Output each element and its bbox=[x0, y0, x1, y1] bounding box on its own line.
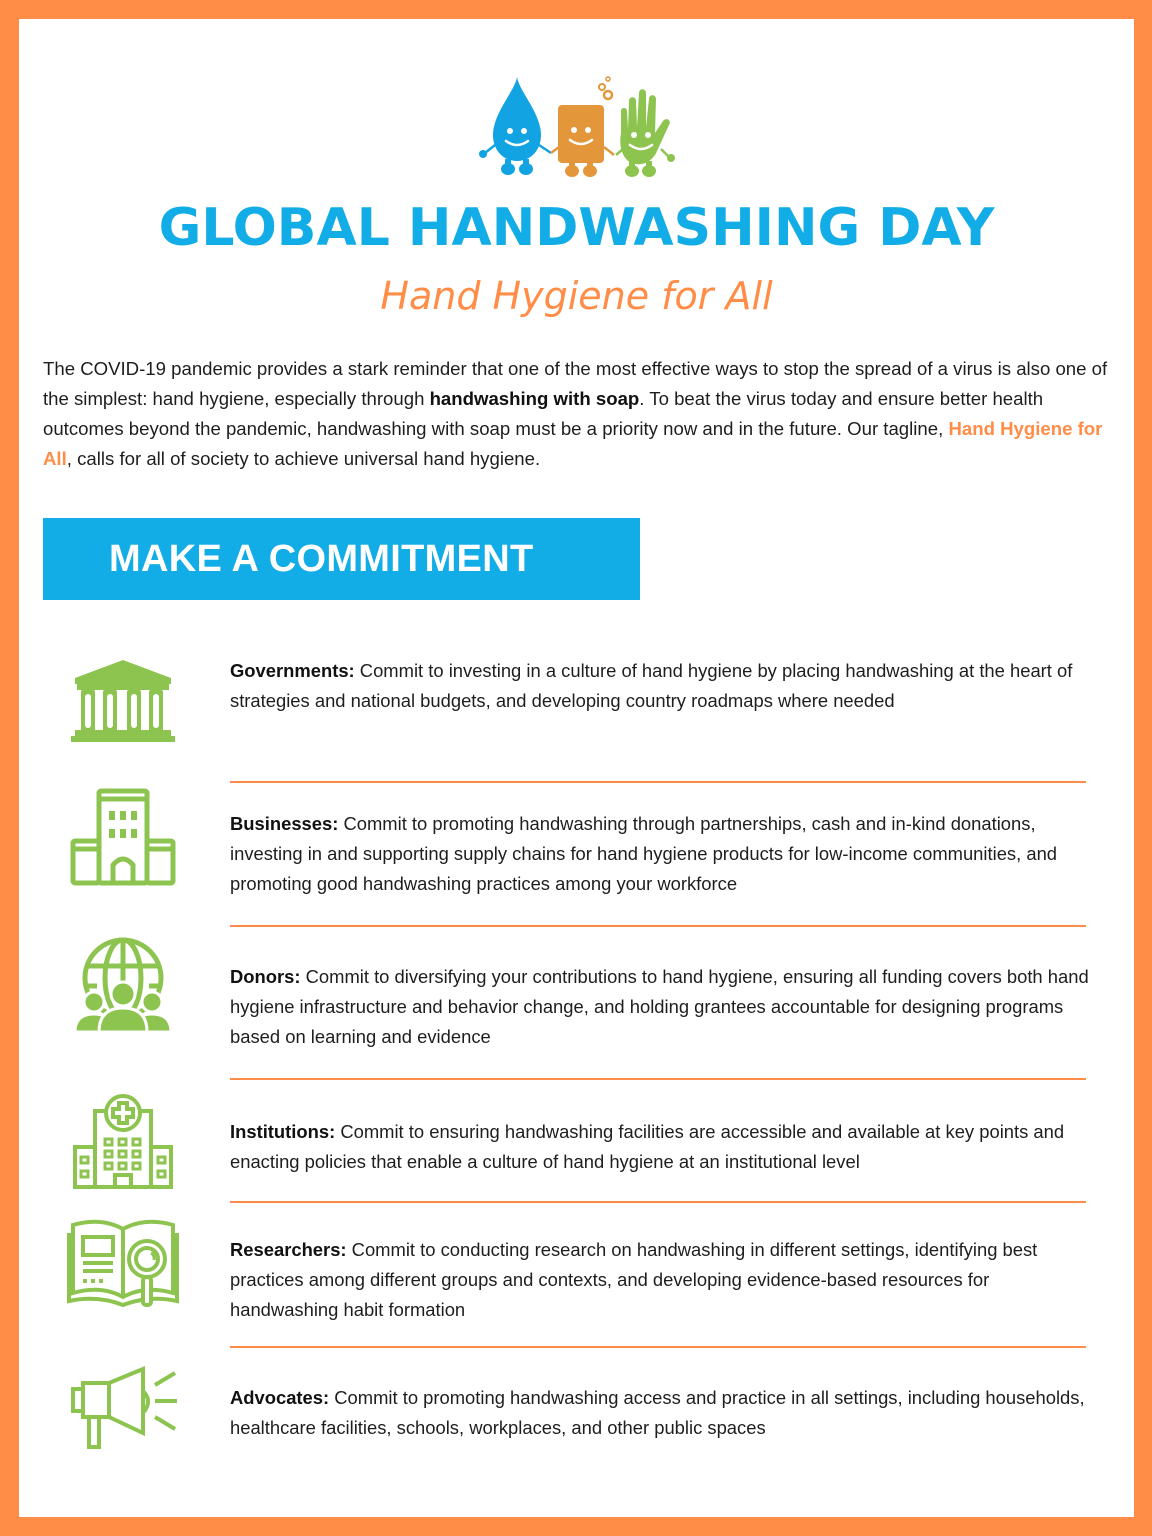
commitment-label: Businesses: bbox=[230, 813, 339, 834]
page-title: GLOBAL HANDWASHING DAY bbox=[158, 198, 995, 258]
soap-bar-mascot-icon bbox=[551, 77, 614, 177]
page-subtitle: Hand Hygiene for All bbox=[380, 274, 773, 318]
commitment-description: Commit to conducting research on handwashing in different settings, identifying best practices among different groups and contexts, and developing evidence-based resources for handwashing habit formation bbox=[230, 1239, 1038, 1320]
section-heading: MAKE A COMMITMENT bbox=[109, 538, 534, 580]
commitment-description: Commit to ensuring handwashing facilities are accessible and available at key points and enacting policies that enable a culture of hand hygiene at an institutional level bbox=[230, 1121, 1065, 1172]
commitment-text bbox=[230, 1235, 1100, 1325]
hospital-icon bbox=[67, 1091, 179, 1191]
intro-text: . To beat the virus today and ensure better health outcomes beyond the pandemic, handwashing with soap must be a priority now and in the future. Our tagline, bbox=[43, 388, 1044, 439]
hand-mascot-icon bbox=[616, 89, 675, 177]
commitment-description: Commit to investing in a culture of hand hygiene by placing handwashing at the heart of strategies and national budgets, and developing country roadmaps where needed bbox=[230, 660, 1073, 711]
commitment-label: Researchers: bbox=[230, 1239, 347, 1260]
commitment-text bbox=[230, 1383, 1100, 1443]
intro-text: , calls for all of society to achieve universal hand hygiene. bbox=[66, 448, 541, 469]
section-banner bbox=[43, 518, 640, 600]
commitment-text bbox=[230, 1117, 1100, 1177]
globe-people-icon bbox=[67, 936, 179, 1036]
commitment-text bbox=[230, 962, 1100, 1052]
intro-text: The COVID-19 pandemic provides a stark reminder that one of the most effective ways to stop the spread of a virus is also one of the simplest: hand hygiene, especially through bbox=[43, 358, 1108, 409]
water-drop-mascot-icon bbox=[479, 77, 551, 175]
divider bbox=[230, 1078, 1086, 1080]
commitment-label: Advocates: bbox=[230, 1387, 330, 1408]
commitment-text bbox=[230, 656, 1100, 716]
flyer-page bbox=[19, 19, 1134, 1517]
intro-tagline: Hand Hygiene for All bbox=[43, 418, 1103, 469]
commitment-label: Governments: bbox=[230, 660, 355, 681]
commitment-description: Commit to promoting handwashing through partnerships, cash and in-kind donations, investing in and supporting supply chains for hand hygiene products for low-income communities, and promoting good handwashing practices among your workforce bbox=[230, 813, 1058, 894]
government-building-icon bbox=[67, 652, 179, 752]
intro-bold-phrase: handwashing with soap bbox=[429, 388, 640, 409]
divider bbox=[230, 781, 1086, 783]
megaphone-icon bbox=[67, 1363, 179, 1463]
divider bbox=[230, 1201, 1086, 1203]
handwashing-mascots-logo-icon bbox=[471, 69, 701, 184]
commitment-label: Institutions: bbox=[230, 1121, 336, 1142]
commitment-description: Commit to diversifying your contributions to hand hygiene, ensuring all funding covers both hand hygiene infrastructure and behavior change, and holding grantees accountable for designing programs based on learning and evidence bbox=[230, 966, 1089, 1047]
book-magnifier-icon bbox=[67, 1215, 179, 1315]
commitment-label: Donors: bbox=[230, 966, 301, 987]
commitment-text bbox=[230, 809, 1100, 899]
divider bbox=[230, 925, 1086, 927]
office-building-icon bbox=[67, 787, 179, 887]
intro-paragraph bbox=[43, 354, 1118, 474]
divider bbox=[230, 1346, 1086, 1348]
commitment-description: Commit to promoting handwashing access and practice in all settings, including households, healthcare facilities, schools, workplaces, and other public spaces bbox=[230, 1387, 1085, 1438]
